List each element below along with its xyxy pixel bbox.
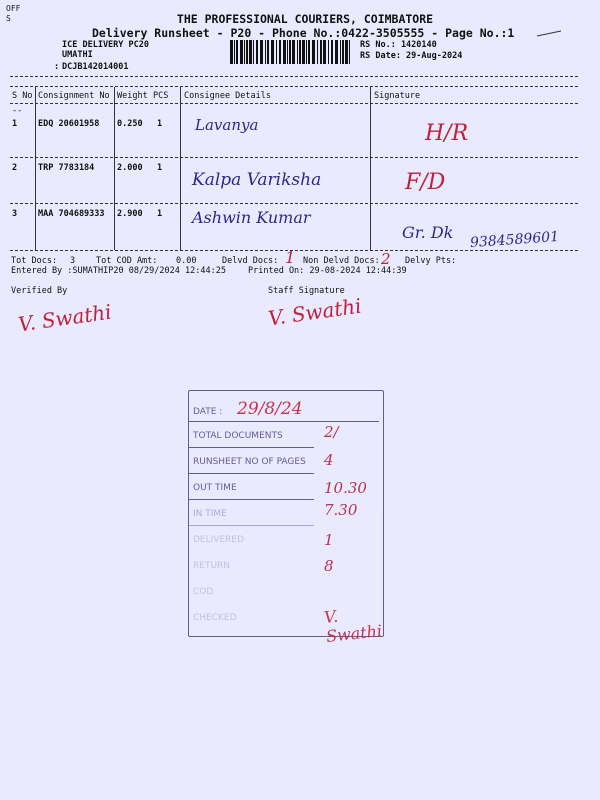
header-sno: S No [12, 91, 33, 101]
row3-phone: 9384589601 [469, 228, 560, 252]
header-signature: Signature [374, 91, 421, 101]
stamp-rule [189, 473, 314, 474]
non-delvd-label: Non Delvd Docs: [303, 256, 380, 266]
row3-pcs: 1 [157, 209, 163, 219]
barcode-bar [306, 40, 307, 64]
barcode-bar [279, 40, 281, 64]
verified-by-label: Verified By [11, 286, 68, 296]
stamp-rule [189, 499, 314, 500]
service-line: ICE DELIVERY PC20 [62, 40, 149, 50]
row2-pcs: 1 [157, 163, 163, 173]
row1-consignment: EDQ 20601958 [38, 119, 100, 129]
barcode-bar [260, 40, 263, 64]
barcode-bar [256, 40, 258, 64]
stamp-label-6: RETURN [193, 561, 231, 571]
verified-by-signature: V. Swathi [16, 299, 113, 337]
barcode-bar [271, 40, 274, 64]
barcode-bar [323, 40, 326, 64]
top-rule [10, 76, 578, 77]
row1-signature: H/R [425, 121, 469, 146]
barcode-bar [308, 40, 310, 64]
row3-weight: 2.900 [117, 209, 143, 219]
code-label: : [54, 62, 60, 72]
barcode-bar [234, 40, 235, 64]
barcode-bar [302, 40, 305, 64]
stamp-label-7: COD [193, 587, 214, 597]
row2-consignee-name: Kalpa Variksha [192, 170, 322, 190]
rs-number: RS No.: 1420140 [360, 40, 437, 50]
pen-mark [535, 28, 565, 40]
staff-signature: V. Swathi [266, 293, 363, 331]
entered-by: Entered By :SUMATHIP20 08/29/2024 12:44:25 [11, 266, 226, 276]
rs-date: RS Date: 29-Aug-2024 [360, 51, 463, 61]
stamp-value-2: 4 [324, 451, 334, 469]
barcode-bar [299, 40, 301, 64]
row2-weight: 2.000 [117, 163, 143, 173]
header-top-rule [10, 86, 578, 87]
barcode-bar [265, 40, 266, 64]
header-consignment: Consignment No [38, 91, 110, 101]
barcode-bar [253, 40, 254, 64]
row2-signature: F/D [405, 170, 446, 195]
col-divider-2 [114, 87, 115, 250]
stamp-value-5: 1 [324, 531, 334, 549]
row2-sno: 2 [12, 163, 18, 173]
header-bottom-rule [10, 103, 578, 104]
barcode-bar [340, 40, 341, 64]
barcode-bar [345, 40, 348, 64]
delvy-pts-label: Delvy Pts: [405, 256, 457, 266]
stamp-rule [189, 421, 379, 422]
stamp-label-2: RUNSHEET NO OF PAGES [193, 457, 306, 467]
stamp-label-3: OUT TIME [193, 483, 237, 493]
runsheet-code: DCJB142014001 [62, 62, 129, 72]
row2-consignment: TRP 7783184 [38, 163, 95, 173]
barcode-bar [320, 40, 322, 64]
stamp-value-4: 7.30 [324, 501, 358, 519]
barcode-bar [244, 40, 245, 64]
row3-consignment: MAA 704689333 [38, 209, 105, 219]
printed-on: Printed On: 29-08-2024 12:44:39 [248, 266, 407, 276]
barcode-bar [312, 40, 315, 64]
row3-consignee-name: Ashwin Kumar [192, 208, 311, 227]
barcode-bar [246, 40, 248, 64]
corner-mark-2: S [6, 14, 11, 23]
col-divider-4 [370, 87, 371, 250]
stamp-date-label: DATE : [193, 407, 223, 417]
barcode-bar [287, 40, 288, 64]
col-divider-1 [35, 87, 36, 250]
company-title: THE PROFESSIONAL COURIERS, COIMBATORE [176, 12, 434, 26]
row-rule-1 [10, 157, 578, 158]
delvd-value: 1 [285, 248, 296, 267]
runsheet-stamp [188, 390, 384, 646]
runsheet-subtitle: Delivery Runsheet - P20 - Phone No.:0422-3505555 - Page No.:1 [92, 26, 515, 40]
barcode-bar [328, 40, 329, 64]
barcode-bar [283, 40, 286, 64]
stamp-rule [189, 525, 314, 526]
barcode-bar [335, 40, 338, 64]
tot-docs-value: 3 [70, 256, 76, 266]
header-consignee: Consignee Details [184, 91, 271, 101]
barcode-bar [331, 40, 333, 64]
barcode-bar [292, 40, 295, 64]
stamp-value-3: 10.30 [324, 479, 367, 497]
barcode-bar [317, 40, 318, 64]
row1-weight: 0.250 [117, 119, 143, 129]
header-weight: Weight [117, 91, 148, 101]
stamp-label-1: TOTAL DOCUMENTS [193, 431, 283, 441]
row1-pcs: 1 [157, 119, 163, 129]
staff-name: UMATHI [62, 50, 93, 60]
row-rule-2 [10, 203, 578, 204]
barcode-bar [342, 40, 344, 64]
stamp-value-1: 2/ [324, 423, 339, 441]
row3-signature: Gr. Dk [402, 223, 454, 242]
row1-sno: 1 [12, 119, 18, 129]
stamp-value-6: 8 [324, 557, 334, 575]
stamp-value-8: V. Swathi [323, 606, 383, 646]
barcode-bar [289, 40, 291, 64]
barcode-bar [267, 40, 269, 64]
col-divider-3 [180, 87, 181, 250]
tot-docs-label: Tot Docs: [11, 256, 58, 266]
barcode-bar [276, 40, 277, 64]
cod-value: 0.00 [176, 256, 197, 266]
stamp-label-8: CHECKED [193, 613, 237, 623]
row1-consignee-name: Lavanya [195, 116, 259, 134]
barcode-bar [297, 40, 298, 64]
cod-label: Tot COD Amt: [96, 256, 158, 266]
barcode-bar [349, 40, 350, 64]
barcode-bar [249, 40, 252, 64]
header-pcs: PCS [153, 91, 169, 101]
stray-mark: -- [12, 106, 23, 116]
corner-mark-1: OFF [6, 4, 21, 13]
barcode [230, 40, 352, 64]
barcode-bar [240, 40, 243, 64]
stamp-label-5: DELIVERED [193, 535, 244, 545]
stamp-label-4: IN TIME [193, 509, 227, 519]
stamp-rule [189, 447, 314, 448]
barcode-bar [236, 40, 238, 64]
staff-signature-label: Staff Signature [268, 286, 345, 296]
row3-sno: 3 [12, 209, 18, 219]
stamp-date-value: 29/8/24 [237, 399, 303, 419]
barcode-bar [230, 40, 233, 64]
non-delvd-value: 2 [381, 250, 391, 268]
delvd-label: Delvd Docs: [222, 256, 279, 266]
